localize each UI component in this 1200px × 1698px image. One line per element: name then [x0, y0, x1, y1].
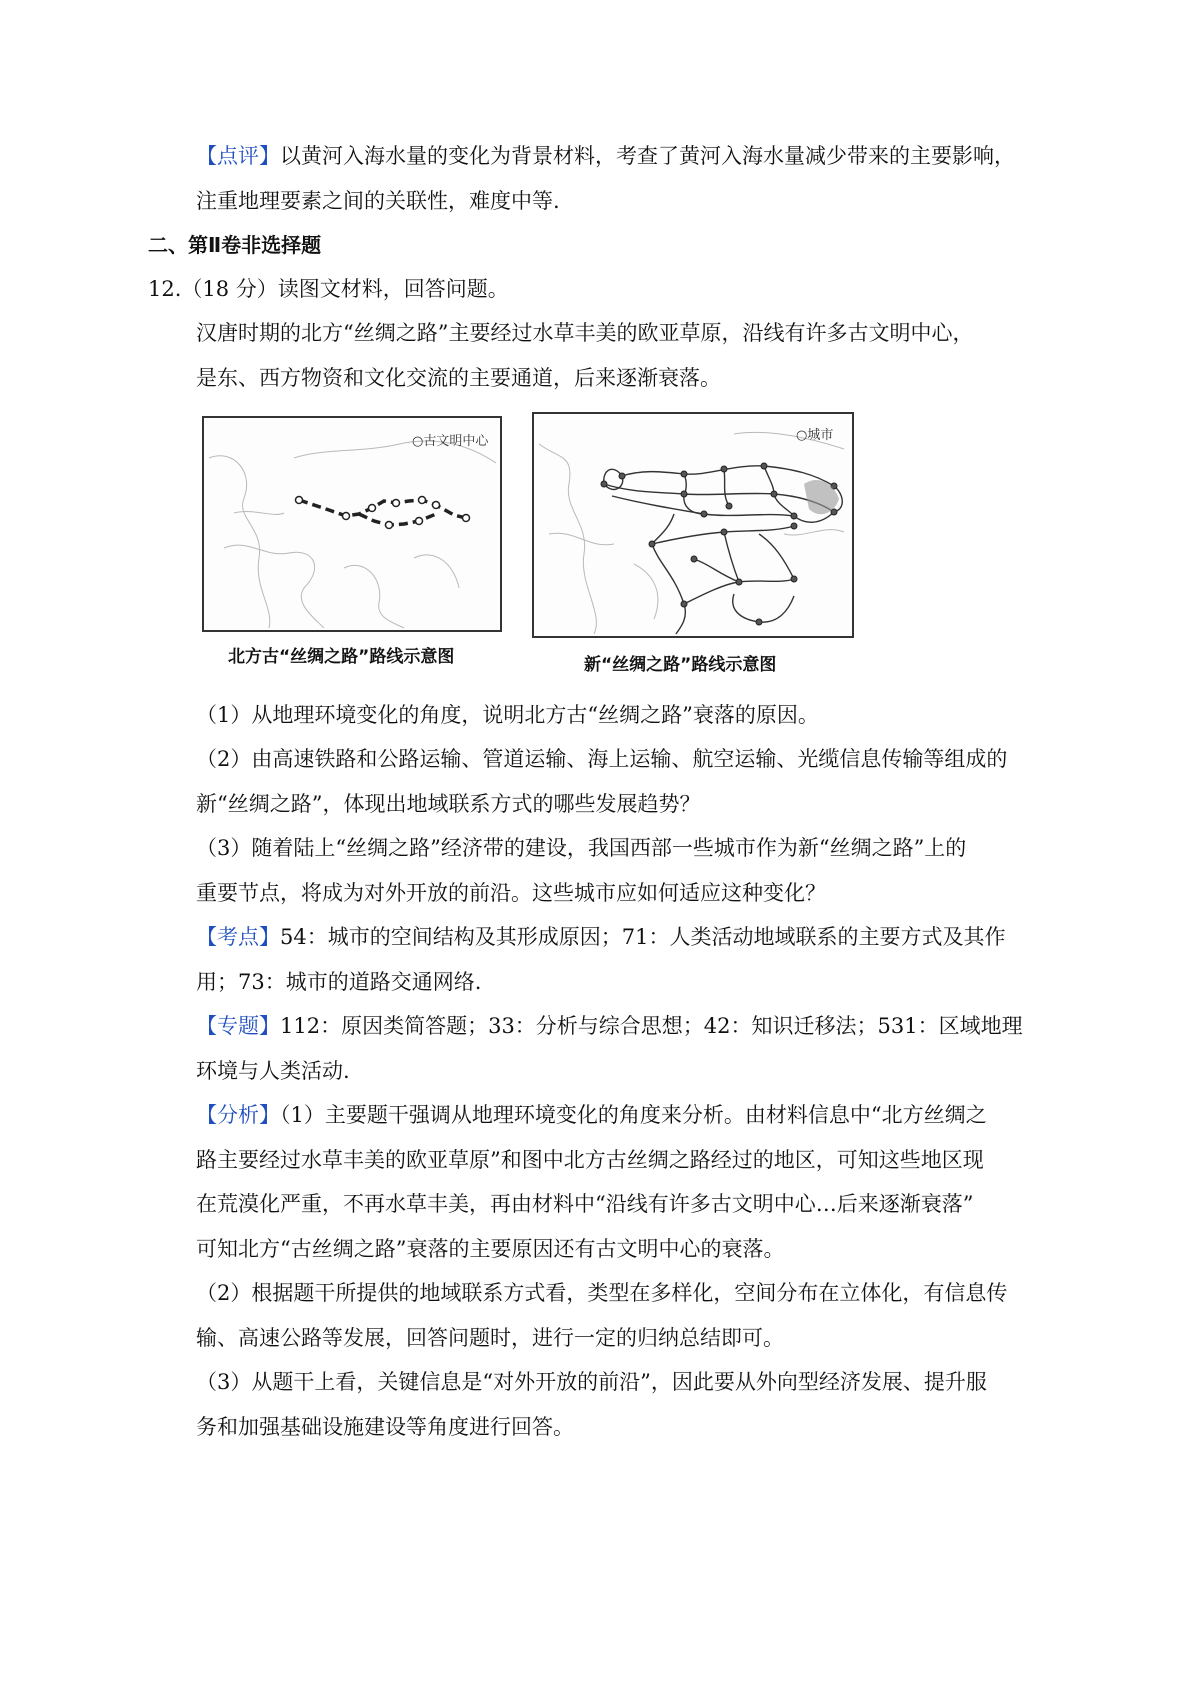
ancient-map-caption: 北方古“丝绸之路”路线示意图 — [228, 647, 455, 667]
zhuanti-line-1 — [196, 1011, 1023, 1041]
kaodian-line-1 — [196, 922, 1005, 952]
section-title: 二、第Ⅱ卷非选择题 — [148, 233, 322, 257]
review-text-1: 以黄河入海水量的变化为背景材料，考查了黄河入海水量减少带来的主要影响， — [280, 144, 1015, 168]
zhuanti-text-1: 112：原因类简答题；33：分析与综合思想；42：知识迁移法；531：区域地理 — [280, 1014, 1023, 1038]
review-line-2: 注重地理要素之间的关联性，难度中等. — [196, 189, 560, 213]
sub-question-3-line-2: 重要节点，将成为对外开放的前沿。这些城市应如何适应这种变化？ — [196, 881, 826, 905]
zhuanti-line-2: 环境与人类活动. — [196, 1059, 350, 1083]
kaodian-tag: 【考点】 — [196, 925, 280, 949]
fenxi-line-5: （2）根据题干所提供的地域联系方式看，类型在多样化，空间分布在立体化，有信息传 — [196, 1281, 1008, 1305]
sub-question-1: （1）从地理环境变化的角度，说明北方古“丝绸之路”衰落的原因。 — [196, 703, 819, 727]
ancient-map-graphic — [204, 418, 500, 630]
fenxi-line-1 — [196, 1100, 987, 1130]
material-line-2: 是东、西方物资和文化交流的主要通道，后来逐渐衰落。 — [196, 366, 721, 390]
fenxi-line-6: 输、高速公路等发展，回答问题时，进行一定的归纳总结即可。 — [196, 1326, 784, 1350]
fenxi-line-4: 可知北方“古丝绸之路”衰落的主要原因还有古文明中心的衰落。 — [196, 1237, 785, 1261]
kaodian-text-1: 54：城市的空间结构及其形成原因；71：人类活动地域联系的主要方式及其作 — [280, 925, 1006, 949]
new-map-caption: 新“丝绸之路”路线示意图 — [584, 655, 777, 675]
new-map-legend: ○城市 — [796, 428, 834, 443]
fenxi-text-1: （1）主要题干强调从地理环境变化的角度来分析。由材料信息中“北方丝绸之 — [280, 1103, 987, 1127]
review-tag: 【点评】 — [196, 144, 280, 168]
fenxi-line-7: （3）从题干上看，关键信息是“对外开放的前沿”，因此要从外向型经济发展、提升服 — [196, 1370, 987, 1394]
material-line-1: 汉唐时期的北方“丝绸之路”主要经过水草丰美的欧亚草原，沿线有许多古文明中心， — [196, 321, 974, 345]
fenxi-line-3: 在荒漠化严重，不再水草丰美，再由材料中“沿线有许多古文明中心…后来逐渐衰落” — [196, 1192, 974, 1216]
new-silk-road-map — [532, 412, 854, 638]
sub-question-3-line-1: （3）随着陆上“丝绸之路”经济带的建设，我国西部一些城市作为新“丝绸之路”上的 — [196, 836, 967, 860]
fenxi-line-2: 路主要经过水草丰美的欧亚草原”和图中北方古丝绸之路经过的地区，可知这些地区现 — [196, 1148, 984, 1172]
ancient-map-legend: ○古文明中心 — [412, 434, 489, 449]
question-header: 12.（18 分）读图文材料，回答问题。 — [148, 277, 509, 301]
review-line-1 — [196, 141, 1015, 171]
kaodian-line-2: 用；73：城市的道路交通网络. — [196, 970, 482, 994]
ancient-silk-road-map — [202, 416, 502, 632]
sub-question-2-line-2: 新“丝绸之路”，体现出地域联系方式的哪些发展趋势？ — [196, 792, 701, 816]
new-map-graphic — [534, 414, 852, 636]
fenxi-line-8: 务和加强基础设施建设等角度进行回答。 — [196, 1415, 574, 1439]
fenxi-tag: 【分析】 — [196, 1103, 280, 1127]
sub-question-2-line-1: （2）由高速铁路和公路运输、管道运输、海上运输、航空运输、光缆信息传输等组成的 — [196, 747, 1008, 771]
zhuanti-tag: 【专题】 — [196, 1014, 280, 1038]
